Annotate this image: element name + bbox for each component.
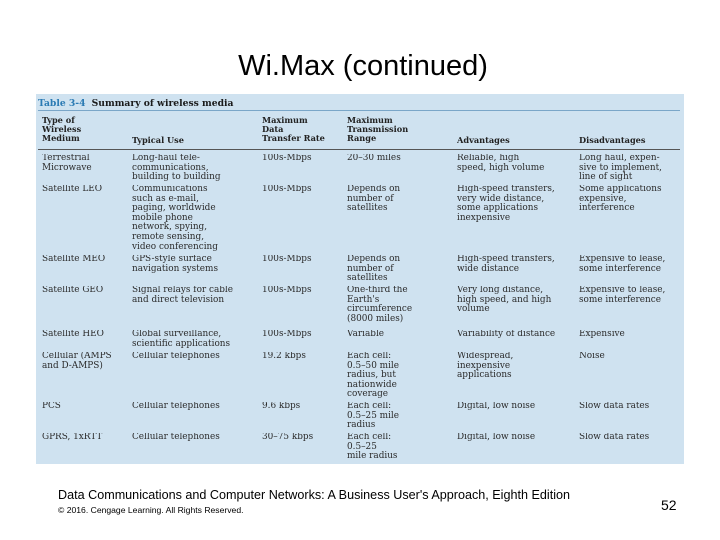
cell-max-range: Each cell: 0.5–50 mile radius, but nationwide coverage <box>347 352 400 400</box>
cell-advantages: High-speed transfers, very wide distance, some applications inexpensive <box>457 185 555 223</box>
cell-advantages: Digital, low noise <box>457 433 536 442</box>
cell-disadvantages: Noise <box>579 352 605 361</box>
wireless-media-table <box>36 94 684 464</box>
cell-typical-use: Long-haul tele- communications, building to building <box>132 154 221 183</box>
page-number: 52 <box>661 497 677 513</box>
cell-max-rate: 19.2 kbps <box>262 352 306 361</box>
header-advantages: Advantages <box>457 136 510 145</box>
cell-max-rate: 100s-Mbps <box>262 255 312 264</box>
cell-max-rate: 100s-Mbps <box>262 185 312 194</box>
cell-typical-use: Global surveillance, scientific applications <box>132 330 231 349</box>
cell-advantages: Variability of distance <box>457 330 556 339</box>
header-medium: Type of Wireless Medium <box>42 116 82 144</box>
cell-advantages: Digital, low noise <box>457 402 536 411</box>
cell-disadvantages: Long haul, expen- sive to implement, line of sight <box>579 154 663 183</box>
cell-medium: Satellite LEO <box>42 185 102 194</box>
cell-max-range: Each cell: 0.5–25 mile radius <box>347 402 400 431</box>
cell-max-range: 20–30 miles <box>347 154 401 163</box>
cell-max-rate: 30–75 kbps <box>262 433 314 442</box>
cell-medium: Terrestrial Microwave <box>42 154 92 173</box>
cell-advantages: Very long distance, high speed, and high volume <box>457 286 552 315</box>
header-max-range: Maximum Transmission Range <box>347 116 409 144</box>
footer-source: Data Communications and Computer Networks: A Business User's Approach, Eighth Edition <box>58 488 571 502</box>
cell-typical-use: Communications such as e-mail, paging, worldwide mobile phone network, spying, remote sensing, video conferencing <box>132 185 218 252</box>
cell-typical-use: Cellular telephones <box>132 433 220 442</box>
footer-copyright: © 2016. Cengage Learning. All Rights Reserved. <box>58 505 244 515</box>
cell-max-range: Variable <box>347 330 385 339</box>
cell-typical-use: Cellular telephones <box>132 352 220 361</box>
cell-max-rate: 100s-Mbps <box>262 330 312 339</box>
cell-max-range: One-third the Earth's circumference (8000 miles) <box>347 286 413 324</box>
cell-max-range: Depends on number of satellites <box>347 185 401 214</box>
header-typical-use: Typical Use <box>132 136 184 145</box>
cell-max-range: Depends on number of satellites <box>347 255 401 284</box>
cell-max-rate: 9.6 kbps <box>262 402 301 411</box>
slide-title: Wi.Max (continued) <box>238 50 488 82</box>
cell-max-range: Each cell: 0.5–25 mile radius <box>347 433 398 462</box>
cell-typical-use: GPS-style surface navigation systems <box>132 255 219 274</box>
cell-disadvantages: Expensive <box>579 330 625 339</box>
header-max-rate: Maximum Data Transfer Rate <box>262 116 325 144</box>
cell-disadvantages: Expensive to lease, some interference <box>579 286 666 305</box>
cell-medium: Satellite GEO <box>42 286 104 295</box>
table-grid <box>36 94 684 464</box>
cell-advantages: Reliable, high speed, high volume <box>457 154 545 173</box>
cell-disadvantages: Some applications expensive, interference <box>579 185 662 214</box>
table-number: Table 3-4 <box>38 98 86 109</box>
cell-advantages: High-speed transfers, wide distance <box>457 255 555 274</box>
cell-medium: Satellite HEO <box>42 330 104 339</box>
cell-medium: Cellular (AMPS and D-AMPS) <box>42 352 112 371</box>
table-title: Summary of wireless media <box>91 98 234 109</box>
cell-disadvantages: Expensive to lease, some interference <box>579 255 666 274</box>
cell-max-rate: 100s-Mbps <box>262 286 312 295</box>
cell-medium: PCS <box>42 402 61 411</box>
cell-medium: Satellite MEO <box>42 255 106 264</box>
cell-advantages: Widespread, inexpensive applications <box>457 352 514 381</box>
header-disadvantages: Disadvantages <box>579 136 646 145</box>
cell-disadvantages: Slow data rates <box>579 402 650 411</box>
cell-typical-use: Cellular telephones <box>132 402 220 411</box>
cell-max-rate: 100s-Mbps <box>262 154 312 163</box>
cell-medium: GPRS, 1xRTT <box>42 433 103 442</box>
cell-typical-use: Signal relays for cable and direct television <box>132 286 234 305</box>
cell-disadvantages: Slow data rates <box>579 433 650 442</box>
